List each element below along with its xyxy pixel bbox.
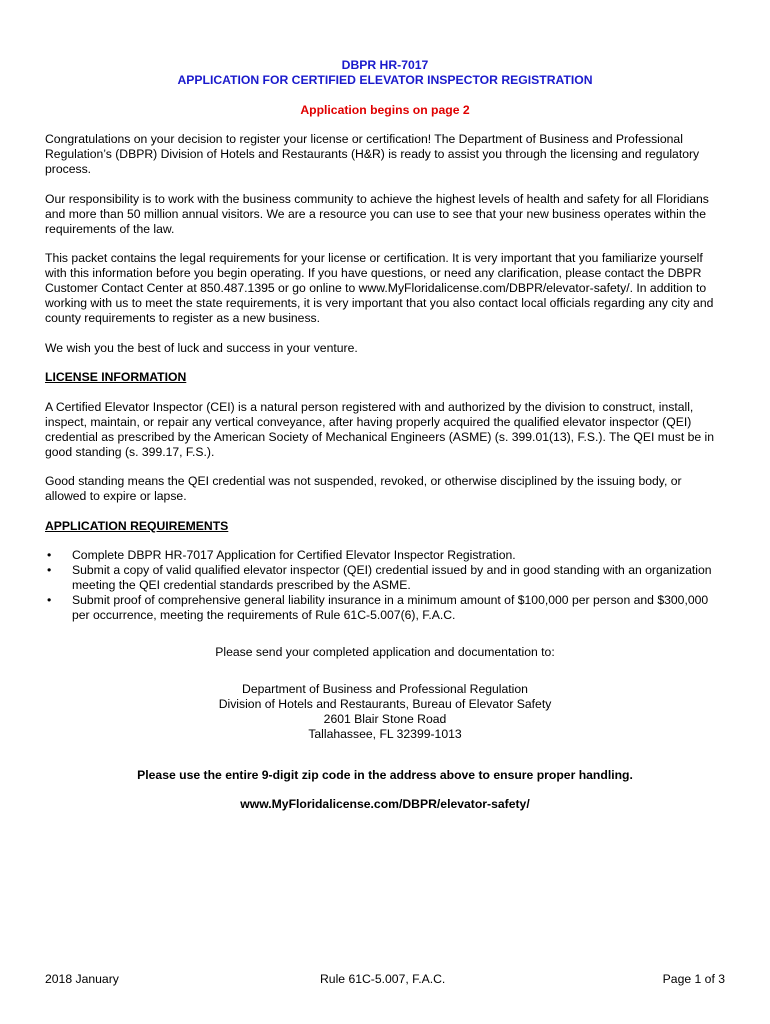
page-footer — [45, 972, 725, 988]
list-item — [45, 563, 725, 593]
mailing-intro: Please send your completed application and documentation to: — [215, 645, 555, 659]
footer-rule: Rule 61C-5.007, F.A.C. — [320, 972, 446, 986]
requirements-list — [45, 548, 725, 623]
intro-paragraph-responsibility: Our responsibility is to work with the business community to achieve the highest levels of health and safety for all Floridians and more than 50 million annual visitors. We are a resource you can use to see that your new business operates within the requirements of the law. — [45, 191, 709, 236]
address-line-city: Tallahassee, FL 32399-1013 — [308, 727, 462, 741]
requirement-text: Complete DBPR HR-7017 Application for Certified Elevator Inspector Registration. — [72, 548, 516, 562]
license-info-paragraph-cei: A Certified Elevator Inspector (CEI) is a natural person registered with and authorized by the division to construct, install, inspect, maintain, or repair any vertical conveyance, after having properly acquired the qualified elevator inspector (QEI) credential as prescribed by the American Society of Mechanical Engineers (ASME) (s. 399.01(13), F.S.). The QEI must be in good standing (s. 399.17, F.S.). — [45, 399, 715, 459]
address-line-department: Department of Business and Professional Regulation — [242, 682, 528, 696]
zip-code-note: Please use the entire 9-digit zip code in the address above to ensure proper handling. — [137, 768, 633, 782]
list-item — [45, 593, 725, 623]
address-line-street: 2601 Blair Stone Road — [323, 712, 447, 726]
list-item — [45, 548, 725, 563]
intro-paragraph-congratulations: Congratulations on your decision to register your license or certification! The Department of Business and Professional Regulation’s (DBPR) Division of Hotels and Restaurants (H&R) is ready to assist you through the licensing and regulatory process. — [45, 132, 700, 176]
mailing-address — [45, 682, 725, 742]
footer-page-number: Page 1 of 3 — [662, 972, 725, 986]
document-page — [45, 58, 725, 812]
license-information-heading: LICENSE INFORMATION — [45, 370, 187, 384]
requirement-text: Submit a copy of valid qualified elevator inspector (QEI) credential issued by and in good standing with an organization meeting the QEI credential standards prescribed by the ASME. — [72, 563, 712, 592]
footer-date: 2018 January — [45, 972, 119, 986]
application-begins-note: Application begins on page 2 — [300, 103, 470, 117]
bullet-icon: • — [47, 548, 52, 562]
bullet-icon: • — [47, 593, 52, 607]
address-line-division: Division of Hotels and Restaurants, Bureau of Elevator Safety — [218, 697, 552, 711]
website-link[interactable]: www.MyFloridalicense.com/DBPR/elevator-safety/ — [240, 797, 530, 811]
requirement-text: Submit proof of comprehensive general liability insurance in a minimum amount of $100,000 per person and $300,000 per occurrence, meeting the requirements of Rule 61C-5.007(6), F.A.C. — [72, 593, 709, 622]
application-requirements-heading: APPLICATION REQUIREMENTS — [45, 518, 229, 533]
form-number: DBPR HR-7017 — [341, 58, 429, 72]
form-title: APPLICATION FOR CERTIFIED ELEVATOR INSPECTOR REGISTRATION — [177, 73, 593, 87]
intro-paragraph-wishes: We wish you the best of luck and success in your venture. — [45, 340, 358, 355]
bullet-icon: • — [47, 563, 52, 577]
license-info-paragraph-good-standing: Good standing means the QEI credential was not suspended, revoked, or otherwise disciplined by the issuing body, or allowed to expire or lapse. — [45, 474, 682, 503]
intro-paragraph-packet: This packet contains the legal requirements for your license or certification. It is very important that you familiarize yourself with this information before you begin operating. If you have questions, or need any clarification, please contact the DBPR Customer Contact Center at 850.487.1395 or go online to www.MyFloridalicense.com/DBPR/elevator-safety/. In addition to working with us to meet the state requirements, it is very important that you also contact local officials regarding any city and county requirements to register as a new business. — [45, 251, 714, 325]
